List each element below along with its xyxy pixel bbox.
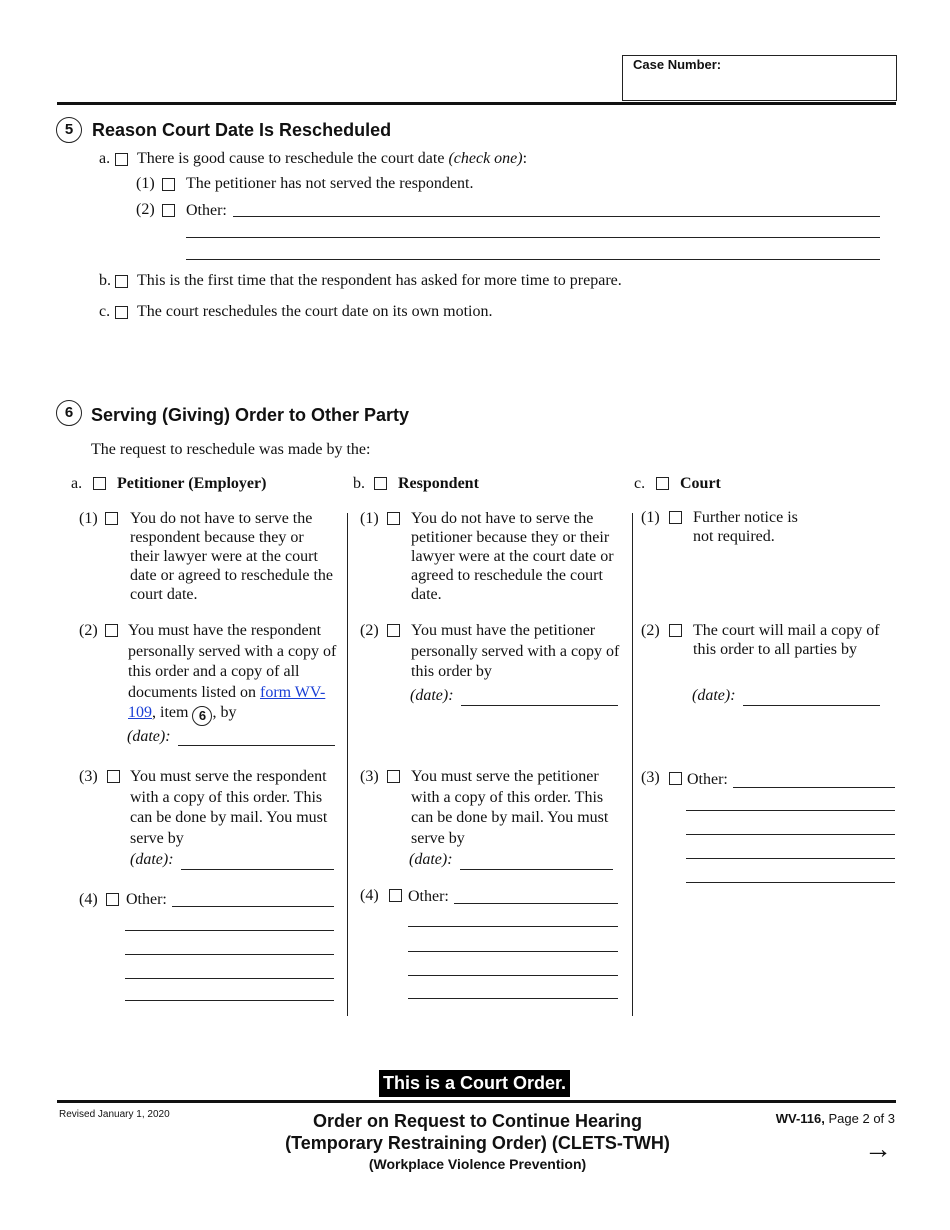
section-6-number: 6: [56, 400, 82, 426]
col-a-item2-date-label: (date):: [127, 728, 171, 745]
s5-a2-other-line-2[interactable]: [186, 237, 880, 238]
col-c-item2-checkbox[interactable]: [669, 624, 682, 637]
next-page-arrow-icon[interactable]: →: [864, 1133, 892, 1164]
form-id: WV-116,: [775, 1111, 825, 1126]
footer-title-line-1: Order on Request to Continue Hearing: [312, 1111, 643, 1131]
col-b-item3-checkbox[interactable]: [387, 770, 400, 783]
s5-c-checkbox[interactable]: [115, 306, 128, 319]
s5-a1-num: (1): [136, 175, 155, 192]
s5-a2-num: (2): [136, 201, 155, 218]
s5-a1-text: The petitioner has not served the respondent.: [186, 175, 474, 192]
col-c-item3-line-4[interactable]: [686, 858, 895, 859]
col-b-item4-line-5[interactable]: [408, 998, 618, 999]
s5-b-checkbox[interactable]: [115, 275, 128, 288]
section-5-number: 5: [56, 117, 82, 143]
col-a-item4-text: Other:: [126, 891, 167, 908]
s5-c-letter: c.: [99, 303, 111, 320]
col-c-item3-line-1[interactable]: [733, 787, 895, 788]
s5-c-text: The court reschedules the court date on its own motion.: [137, 303, 493, 320]
col-b-item4-line-4[interactable]: [408, 975, 618, 976]
col-b-item3-text: You must serve the petitioner with a copy of this order. This can be done by mail. You must serve by: [411, 768, 609, 847]
col-c-checkbox[interactable]: [656, 477, 669, 490]
case-number-label: Case Number:: [633, 57, 722, 72]
col-a-item4-line-5[interactable]: [125, 1000, 334, 1001]
s5-a-text-end: :: [522, 150, 528, 167]
s5-b-letter: b.: [99, 272, 111, 289]
col-a-letter: a.: [71, 475, 83, 492]
col-c-item3-line-5[interactable]: [686, 882, 895, 883]
col-b-item4-line-3[interactable]: [408, 951, 618, 952]
page-indicator: Page 2 of 3: [828, 1111, 895, 1126]
col-a-item2-num: (2): [79, 622, 98, 639]
col-a-item1-checkbox[interactable]: [105, 512, 118, 525]
s5-a1-checkbox[interactable]: [162, 178, 175, 191]
col-a-item2-text: [128, 621, 343, 726]
s6-intro: The request to reschedule was made by the:: [91, 441, 371, 458]
col-c-item2-text: The court will mail a copy of this order to all parties by: [693, 622, 880, 658]
header-rule: [57, 102, 896, 105]
col-a-item2-date-line[interactable]: [178, 745, 335, 746]
col-c-item3-text: Other:: [687, 771, 728, 788]
col-a-item3-checkbox[interactable]: [107, 770, 120, 783]
col-b-item4-text: Other:: [408, 888, 449, 905]
s5-a-letter: a.: [99, 150, 111, 167]
col-a-item4-line-4[interactable]: [125, 978, 334, 979]
col-b-letter: b.: [353, 475, 365, 492]
s5-a2-checkbox[interactable]: [162, 204, 175, 217]
col-c-item1-num: (1): [641, 509, 660, 526]
col-b-item3-num: (3): [360, 768, 379, 785]
col-c-item2-date-label: (date):: [692, 687, 736, 704]
col-b-item4-line-2[interactable]: [408, 926, 618, 927]
col-b-item4-num: (4): [360, 887, 379, 904]
col-a-item4-line-2[interactable]: [125, 930, 334, 931]
col-b-checkbox[interactable]: [374, 477, 387, 490]
col-b-item1-num: (1): [360, 510, 379, 527]
revised-date: Revised January 1, 2020: [59, 1109, 170, 1120]
court-order-banner: This is a Court Order.: [379, 1070, 570, 1097]
col-c-item2-date-line[interactable]: [743, 705, 880, 706]
s5-a-text: [137, 149, 527, 169]
footer-title-line-2: (Temporary Restraining Order) (CLETS-TWH): [285, 1133, 670, 1153]
item-6-reference: 6: [192, 706, 212, 726]
col-a-item3-text: You must serve the respondent with a copy of this order. This can be done by mail. You must serve by: [130, 768, 328, 847]
footer-title-line-3: (Workplace Violence Prevention): [368, 1156, 587, 1172]
col-a-title: Petitioner (Employer): [117, 475, 267, 492]
form-wv-109-link[interactable]: form WV-109: [128, 683, 326, 721]
col-b-item2-date-line[interactable]: [461, 705, 618, 706]
section-5-title: Reason Court Date Is Rescheduled: [92, 120, 392, 140]
col-b-item2-text: You must have the petitioner personally served with a copy of this order by: [411, 622, 620, 680]
col-b-item2-date-label: (date):: [410, 687, 454, 704]
col-b-title: Respondent: [398, 475, 479, 492]
col-a-item2-text-main: You must have the respondent personally served with a copy of this order and a copy of all documents listed on: [128, 622, 337, 701]
col-a-item3-num: (3): [79, 768, 98, 785]
col-a-item1-num: (1): [79, 510, 98, 527]
col-a-item2-text-mid: , item: [152, 704, 189, 721]
col-a-item2-text-post: , by: [212, 704, 237, 721]
form-id-and-page: [760, 1111, 895, 1126]
col-b-item1-text: You do not have to serve the petitioner because they or their lawyer were at the court date or agreed to reschedule the court date.: [411, 510, 614, 603]
col-c-item1-text: Further notice is not required.: [693, 509, 798, 545]
s5-a-text-italic: (check one): [448, 150, 523, 167]
col-a-item4-line-1[interactable]: [172, 906, 334, 907]
footer-rule: [57, 1100, 896, 1103]
s5-a-text-main: There is good cause to reschedule the court date: [137, 150, 445, 167]
case-number-box[interactable]: [622, 55, 897, 101]
col-a-item1-text: You do not have to serve the respondent because they or their lawyer were at the court date or agreed to reschedule the court date.: [130, 510, 334, 603]
col-a-item2-checkbox[interactable]: [105, 624, 118, 637]
col-c-item3-checkbox[interactable]: [669, 772, 682, 785]
s5-b-text: This is the first time that the respondent has asked for more time to prepare.: [137, 272, 622, 289]
s5-a-checkbox[interactable]: [115, 153, 128, 166]
column-divider-2: [632, 513, 633, 1016]
col-c-letter: c.: [634, 475, 646, 492]
col-b-item3-date-label: (date):: [409, 851, 453, 868]
s5-a2-text: Other:: [186, 202, 227, 219]
col-c-item3-line-3[interactable]: [686, 834, 895, 835]
col-c-item3-num: (3): [641, 769, 660, 786]
col-a-item4-num: (4): [79, 891, 98, 908]
col-b-item3-date-line[interactable]: [460, 869, 613, 870]
col-c-item3-line-2[interactable]: [686, 810, 895, 811]
col-b-item4-line-1[interactable]: [454, 903, 618, 904]
section-6-title: Serving (Giving) Order to Other Party: [91, 405, 410, 425]
col-b-item2-num: (2): [360, 622, 379, 639]
col-b-item4-checkbox[interactable]: [389, 889, 402, 902]
col-b-item1-checkbox[interactable]: [387, 512, 400, 525]
col-a-item4-checkbox[interactable]: [106, 893, 119, 906]
column-divider-1: [347, 513, 348, 1016]
s5-a2-other-line-1[interactable]: [233, 216, 880, 217]
col-a-item3-date-line[interactable]: [181, 869, 334, 870]
col-b-item2-checkbox[interactable]: [387, 624, 400, 637]
col-a-checkbox[interactable]: [93, 477, 106, 490]
col-a-item4-line-3[interactable]: [125, 954, 334, 955]
col-c-item1-checkbox[interactable]: [669, 511, 682, 524]
col-a-item3-date-label: (date):: [130, 851, 174, 868]
col-c-title: Court: [680, 475, 721, 492]
col-c-item2-num: (2): [641, 622, 660, 639]
s5-a2-other-line-3[interactable]: [186, 259, 880, 260]
